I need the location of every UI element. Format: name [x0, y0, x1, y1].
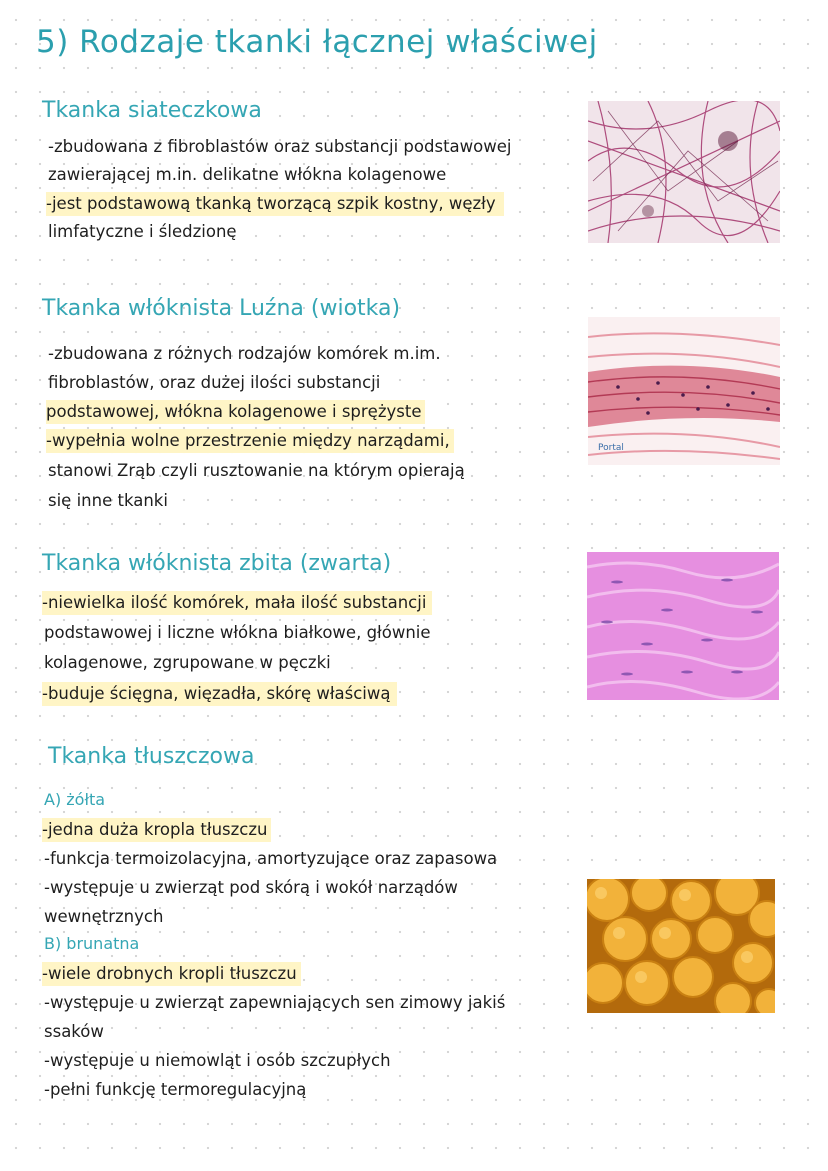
- text-line: ssaków: [44, 1022, 104, 1041]
- text-line: zawierającej m.in. delikatne włókna kolagenowe: [48, 165, 447, 184]
- text-line: kolagenowe, zgrupowane w pęczki: [44, 653, 331, 672]
- text-line: -występuje u zwierząt zapewniających sen zimowy jakiś: [44, 993, 506, 1012]
- text-line: fibroblastów, oraz dużej ilości substancji: [48, 373, 381, 392]
- text-line-highlighted: -jest podstawową tkanką tworzącą szpik kostny, węzły: [46, 192, 504, 216]
- heading-luzna: Tkanka włóknista Luźna (wiotka): [42, 296, 401, 321]
- text-line: -występuje u zwierząt pod skórą i wokół narządów: [44, 878, 458, 897]
- text-line: limfatyczne i śledzionę: [48, 222, 237, 241]
- heading-tluszczowa: Tkanka tłuszczowa: [48, 744, 255, 769]
- text-line: -funkcja termoizolacyjna, amortyzujące oraz zapasowa: [44, 849, 498, 868]
- text-line-highlighted: -wypełnia wolne przestrzenie między narządami,: [46, 429, 454, 453]
- text-line: stanowi Zrąb czyli rusztowanie na którym opierają: [48, 461, 465, 480]
- subheading-zolta: A) żółta: [44, 790, 106, 809]
- reticular-tissue-image: [588, 101, 780, 243]
- text-line: -zbudowana z różnych rodzajów komórek m.im.: [48, 344, 441, 363]
- page-title: 5) Rodzaje tkanki łącznej właściwej: [36, 24, 598, 60]
- text-line-highlighted: -niewielka ilość komórek, mała ilość substancji: [42, 591, 432, 615]
- subheading-brunatna: B) brunatna: [44, 934, 140, 953]
- loose-tissue-image: [588, 317, 780, 465]
- text-line-highlighted: -buduje ścięgna, więzadła, skórę właściwą: [42, 682, 397, 706]
- text-line: wewnętrznych: [44, 907, 164, 926]
- text-line: -pełni funkcję termoregulacyjną: [44, 1080, 307, 1099]
- heading-siateczkowa: Tkanka siateczkowa: [42, 98, 262, 123]
- text-line-highlighted: -jedna duża kropla tłuszczu: [42, 818, 271, 842]
- portal-label: Portal: [598, 443, 624, 453]
- heading-zbita: Tkanka włóknista zbita (zwarta): [42, 551, 392, 576]
- text-line: -zbudowana z fibroblastów oraz substancji podstawowej: [48, 137, 512, 156]
- text-line: się inne tkanki: [48, 491, 168, 510]
- dense-tissue-image: [587, 552, 779, 700]
- text-line-highlighted: -wiele drobnych kropli tłuszczu: [42, 962, 301, 986]
- text-line: -występuje u niemowląt i osób szczupłych: [44, 1051, 391, 1070]
- adipose-tissue-image: [587, 879, 775, 1013]
- text-line-highlighted: podstawowej, włókna kolagenowe i sprężyste: [46, 400, 425, 424]
- text-line: podstawowej i liczne włókna białkowe, głównie: [44, 623, 431, 642]
